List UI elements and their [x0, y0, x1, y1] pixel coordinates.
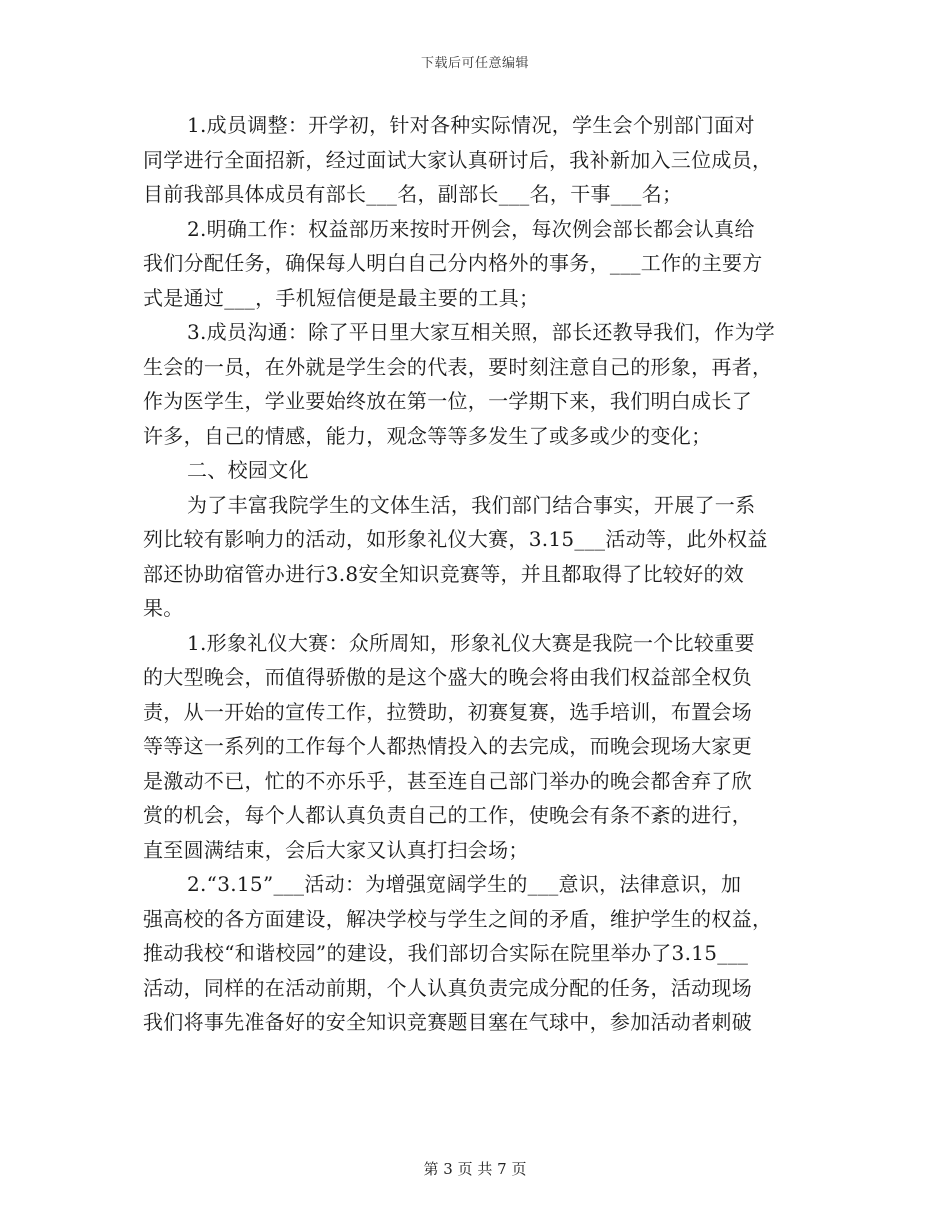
text-line: 强高校的各方面建设，解决学校与学生之间的矛盾，维护学生的权益， — [143, 906, 773, 931]
text-line: 1.成员调整：开学初，针对各种实际情况，学生会个别部门面对 — [187, 113, 755, 137]
text-line: 直至圆满结束，会后大家又认真打扫会场； — [143, 837, 529, 862]
document-body — [143, 108, 811, 1040]
text-line: 式是通过___，手机短信便是最主要的工具； — [143, 285, 540, 310]
text-line: 活动，同样的在活动前期，个人认真负责完成分配的任务，活动现场 — [143, 975, 752, 1000]
text-line: 为了丰富我院学生的文体生活，我们部门结合事实，开展了一系 — [187, 492, 756, 517]
text-line: 我们将事先准备好的安全知识竞赛题目塞在气球中，参加活动者刺破 — [143, 1010, 752, 1034]
text-line: 果。 — [143, 596, 184, 620]
page-footer: 第 3 页 共 7 页 — [423, 1160, 527, 1178]
text-line: 责，从一开始的宣传工作，拉赞助，初赛复赛，选手培训，布置会场 — [143, 699, 752, 724]
text-line: 生会的一员，在外就是学生会的代表，要时刻注意自己的形象，再者， — [143, 354, 773, 379]
text-line: 许多，自己的情感，能力，观念等等多发生了或多或少的变化； — [143, 423, 712, 448]
text-line: 2.“3.15”___活动：为增强宽阔学生的___意识，法律意识，加 — [187, 872, 742, 896]
text-line: 推动我校“和谐校园”的建设，我们部切合实际在院里举办了3.15___ — [143, 941, 749, 965]
page-header: 下载后可任意编辑 — [420, 56, 529, 71]
text-line: 二、校园文化 — [187, 458, 309, 482]
text-line: 作为医学生，学业要始终放在第一位，一学期下来，我们明白成长了 — [143, 389, 752, 413]
text-line: 赏的机会，每个人都认真负责自己的工作，使晚会有条不紊的进行， — [143, 803, 752, 827]
text-line: 1.形象礼仪大赛：众所周知，形象礼仪大赛是我院一个比较重要 — [187, 630, 755, 655]
text-line: 同学进行全面招新，经过面试大家认真研讨后，我补新加入三位成员， — [143, 147, 773, 172]
text-line: 是激动不已，忙的不亦乐乎，甚至连自己部门举办的晚会都舍弃了欣 — [143, 768, 752, 793]
text-line: 2.明确工作：权益部历来按时开例会，每次例会部长都会认真给 — [187, 216, 755, 241]
text-line: 列比较有影响力的活动，如形象礼仪大赛，3.15___活动等，此外权益 — [143, 527, 768, 551]
text-line: 的大型晚会，而值得骄傲的是这个盛大的晚会将由我们权益部全权负 — [143, 665, 752, 689]
text-line: 目前我部具体成员有部长___名，副部长___名，干事___名； — [143, 182, 683, 206]
text-line: 3.成员沟通：除了平日里大家互相关照，部长还教导我们，作为学 — [187, 320, 776, 344]
text-line: 部还协助宿管办进行3.8安全知识竞赛等，并且都取得了比较好的效 — [143, 561, 745, 586]
text-line: 我们分配任务，确保每人明白自己分内格外的事务，___工作的主要方 — [143, 251, 763, 275]
text-line: 等等这一系列的工作每个人都热情投入的去完成，而晚会现场大家更 — [143, 734, 752, 758]
